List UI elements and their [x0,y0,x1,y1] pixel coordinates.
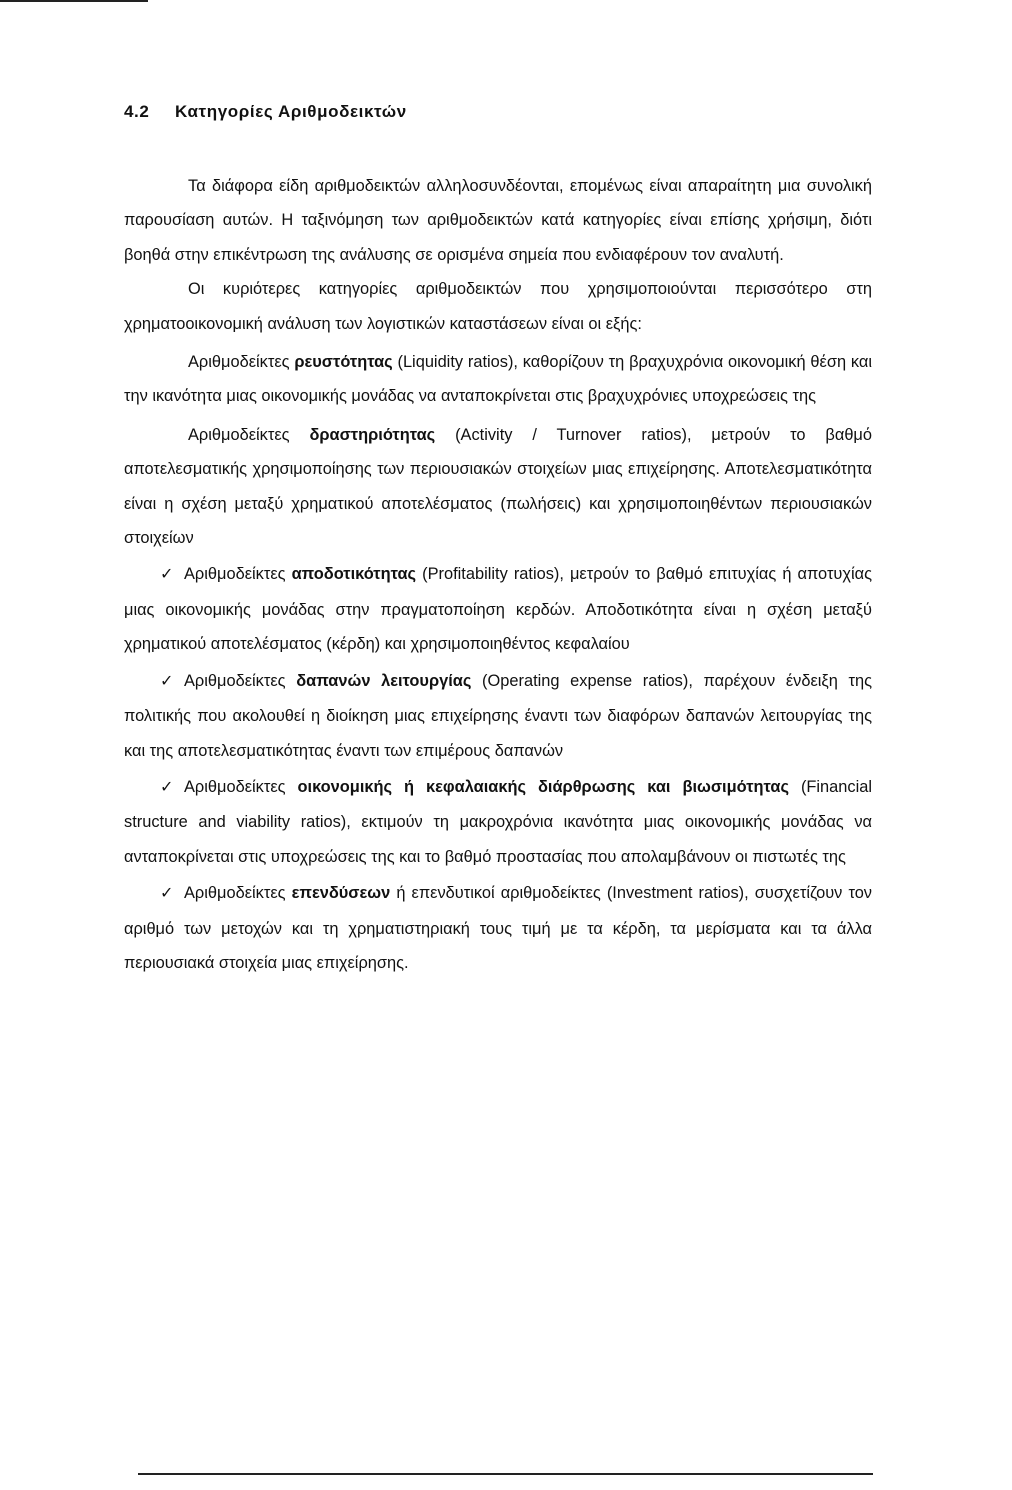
category-financial-structure [124,770,872,874]
intro-paragraph-1: Τα διάφορα είδη αριθμοδεικτών αλληλοσυνδέονται, επομένως είναι απαραίτητη μια συνολική παρουσίαση αυτών. Η ταξινόμηση των αριθμοδεικτών κατά κατηγορίες είναι επίσης χρήσιμη, διότι βοηθά στην επικέντρωση της ανάλυσης σε ορισμένα σημεία που ενδιαφέρουν τον αναλυτή. [124,177,872,264]
checkmark-icon: ✓ [160,778,174,796]
section-title: Κατηγορίες Αριθμοδεικτών [175,102,407,121]
section-heading [124,102,872,122]
category-description: (Financial structure and viability ratios), εκτιμούν τη μακροχρόνια ικανότητα μιας οικονομικής μονάδας να ανταποκρίνεται στις υποχρεώσεις της και το βαθμό προστασίας που απολαμβάνουν οι πιστωτές της [124,777,873,866]
category-profitability [124,557,872,661]
category-description: ή επενδυτικοί αριθμοδείκτες (Investment ratios), συσχετίζουν τον αριθμό των μετοχών και τη χρηματιστηριακή τους τιμή με τα κέρδη, τα μερίσματα και τα άλλα περιουσιακά στοιχεία μιας επιχείρησης. [124,884,873,972]
footnote-rule [138,1473,873,1475]
category-name: δαπανών λειτουργίας [296,671,472,690]
category-prefix: Αριθμοδείκτες [184,671,297,690]
category-name: οικονομικής ή κεφαλαιακής διάρθρωσης και βιωσιμότητας [297,777,789,796]
category-investment [124,876,872,980]
category-description: (Liquidity ratios), καθορίζουν τη βραχυχρόνια οικονομική θέση και την ικανότητα μιας οικονομικής μονάδας να ανταποκρίνεται στις βραχυχρόνιες υποχρεώσεις της [124,353,872,406]
checkmark-icon: ✓ [160,885,174,903]
category-prefix: Αριθμοδείκτες [188,353,295,372]
category-prefix: Αριθμοδείκτες [184,777,298,796]
category-description: (Profitability ratios), μετρούν το βαθμό επιτυχίας ή αποτυχίας μιας οικονομικής μονάδας στην πραγματοποίηση κερδών. Αποδοτικότητα είναι η σχέση μεταξύ χρηματικού αποτελέσματος (κέρδη) και χρησιμοποιηθέντος κεφαλαίου [124,565,873,654]
category-description: (Activity / Turnover ratios), μετρούν το βαθμό αποτελεσματικής χρησιμοποίησης των περιουσιακών στοιχείων μιας επιχείρησης. Αποτελεσματικότητα είναι η σχέση μεταξύ χρηματικού αποτελέσματος (πωλήσεις) και χρησιμοποιηθέντων περιουσιακών στοιχείων [124,425,872,548]
category-prefix: Αριθμοδείκτες [188,425,310,444]
category-description: (Operating expense ratios), παρέχουν ένδειξη της πολιτικής που ακολουθεί η διοίκηση μιας επιχείρησης έναντι των διαφόρων δαπανών λειτουργίας της και της αποτελεσματικότητας έναντι των επιμέρους δαπανών [124,671,872,760]
category-prefix: Αριθμοδείκτες [184,884,292,903]
document-page [124,102,872,980]
section-number: 4.2 [124,102,150,121]
category-prefix: Αριθμοδείκτες [184,565,292,584]
category-activity [124,418,872,556]
top-rule [0,0,148,2]
checkmark-icon: ✓ [160,566,174,584]
category-name: επενδύσεων [291,884,391,903]
intro-paragraph-2: Οι κυριότερες κατηγορίες αριθμοδεικτών που χρησιμοποιούνται περισσότερο στη χρηματοοικονομική ανάλυση των λογιστικών καταστάσεων είναι οι εξής: [124,280,872,333]
category-name: αποδοτικότητας [291,565,417,584]
checkmark-icon: ✓ [160,672,174,690]
category-operating-expense [124,664,872,768]
category-name: ρευστότητας [294,353,393,372]
category-liquidity [124,345,872,414]
category-name: δραστηριότητας [309,425,436,444]
